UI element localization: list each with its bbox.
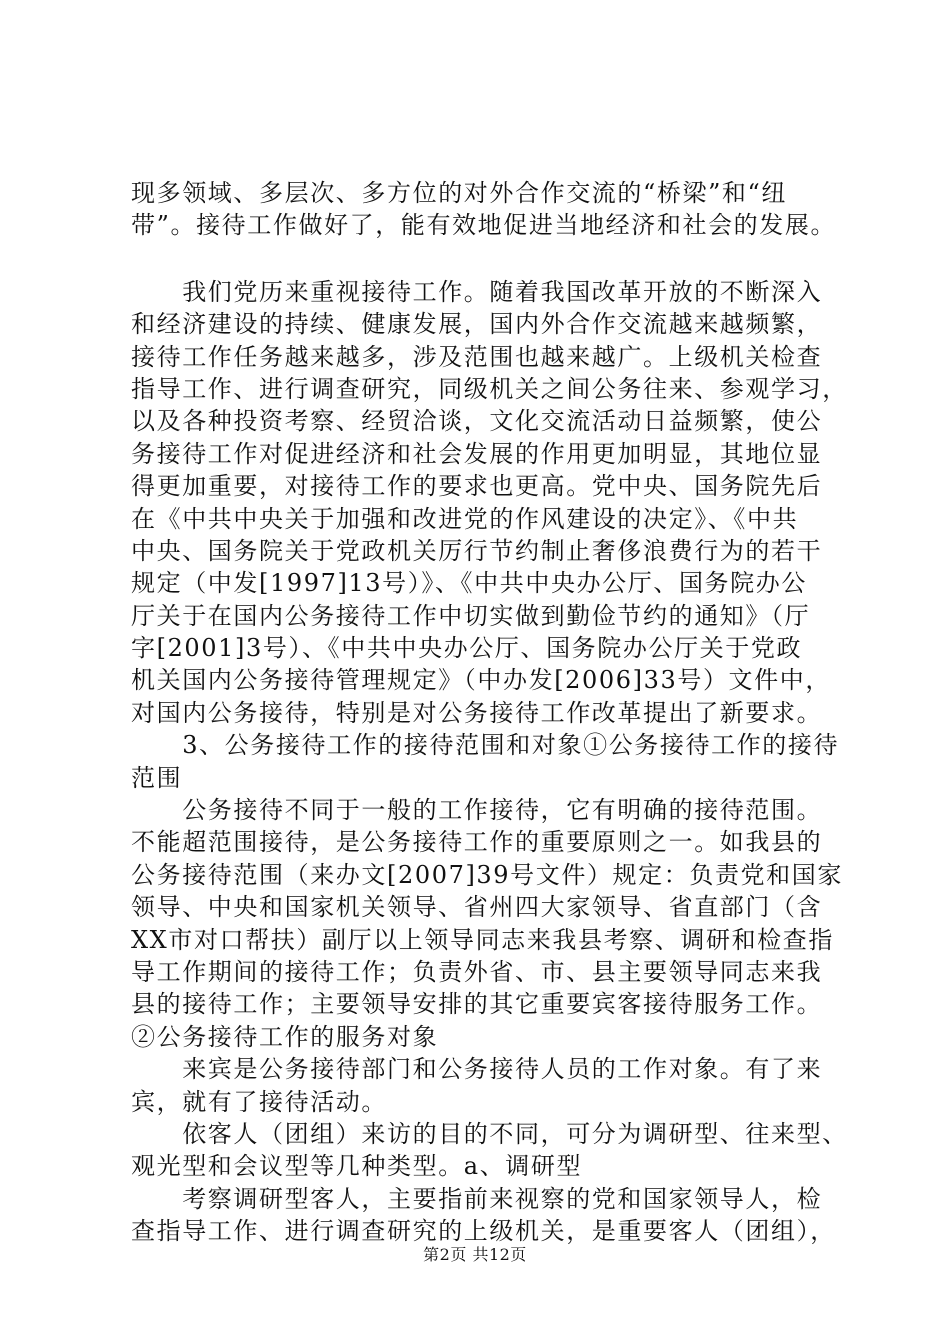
text-line: 务接待工作对促进经济和社会发展的作用更加明显，其地位显 xyxy=(131,439,823,468)
text-line: ②公务接待工作的服务对象 xyxy=(131,1022,439,1051)
text-line: 来宾是公务接待部门和公务接待人员的工作对象。有了来 xyxy=(131,1055,823,1084)
document-body xyxy=(131,177,848,1248)
text-line: 不能超范围接待，是公务接待工作的重要原则之一。如我县的 xyxy=(131,828,823,857)
text-line: 字[2001]3号）、《中共中央办公厅、国务院办公厅关于党政 xyxy=(131,634,803,663)
text-line: 3、公务接待工作的接待范围和对象①公务接待工作的接待 xyxy=(131,731,840,760)
text-line: 县的接待工作；主要领导安排的其它重要宾客接待服务工作。 xyxy=(131,990,823,1019)
text-line: 中央、国务院关于党政机关厉行节约制止奢侈浪费行为的若干 xyxy=(131,536,823,565)
text-line: 机关国内公务接待管理规定》（中办发[2006]33号）文件中， xyxy=(131,666,831,695)
text-line: 在《中共中央关于加强和改进党的作风建设的决定》、《中共 xyxy=(131,504,799,533)
text-line: 对国内公务接待，特别是对公务接待工作改革提出了新要求。 xyxy=(131,698,823,727)
text-line: 范围 xyxy=(131,763,183,792)
text-line: 宾，就有了接待活动。 xyxy=(131,1087,387,1116)
text-line: 考察调研型客人，主要指前来视察的党和国家领导人，检 xyxy=(131,1184,823,1213)
text-line: 导工作期间的接待工作；负责外省、市、县主要领导同志来我 xyxy=(131,957,823,986)
page-footer: 第2页 共12页 xyxy=(423,1245,527,1264)
text-line: 现多领域、多层次、多方位的对外合作交流的“桥梁”和“纽 xyxy=(131,179,788,207)
text-line: 公务接待范围（来办文[2007]39号文件）规定：负责党和国家 xyxy=(131,860,843,889)
text-line: 接待工作任务越来越多，涉及范围也越来越广。上级机关检查 xyxy=(131,342,823,371)
text-line: 规定（中发[1997]13号）》、《中共中央办公厅、国务院办公 xyxy=(131,569,807,598)
text-line: XX市对口帮扶）副厅以上领导同志来我县考察、调研和检查指 xyxy=(131,925,834,954)
text-line: 带”。接待工作做好了，能有效地促进当地经济和社会的发展。 xyxy=(131,211,837,240)
text-line: 领导、中央和国家机关领导、省州四大家领导、省直部门（含 xyxy=(131,893,823,922)
text-line: 和经济建设的持续、健康发展，国内外合作交流越来越频繁， xyxy=(131,310,823,339)
paragraph-gap xyxy=(131,242,836,276)
text-line: 查指导工作、进行调查研究的上级机关，是重要客人（团组）， xyxy=(131,1217,836,1246)
text-line: 我们党历来重视接待工作。随着我国改革开放的不断深入 xyxy=(131,277,823,306)
text-line: 得更加重要，对接待工作的要求也更高。党中央、国务院先后 xyxy=(131,472,823,501)
text-line: 指导工作、进行调查研究，同级机关之间公务往来、参观学习， xyxy=(131,374,848,403)
text-line: 公务接待不同于一般的工作接待，它有明确的接待范围。 xyxy=(131,796,823,825)
text-line: 依客人（团组）来访的目的不同，可分为调研型、往来型、 xyxy=(131,1119,848,1148)
text-line: 厅关于在国内公务接待工作中切实做到勤俭节约的通知》（厅 xyxy=(131,601,811,630)
text-line: 观光型和会议型等几种类型。a、调研型 xyxy=(131,1152,583,1181)
main-paragraphs xyxy=(131,276,848,1248)
text-line: 以及各种投资考察、经贸洽谈，文化交流活动日益频繁，使公 xyxy=(131,407,823,436)
